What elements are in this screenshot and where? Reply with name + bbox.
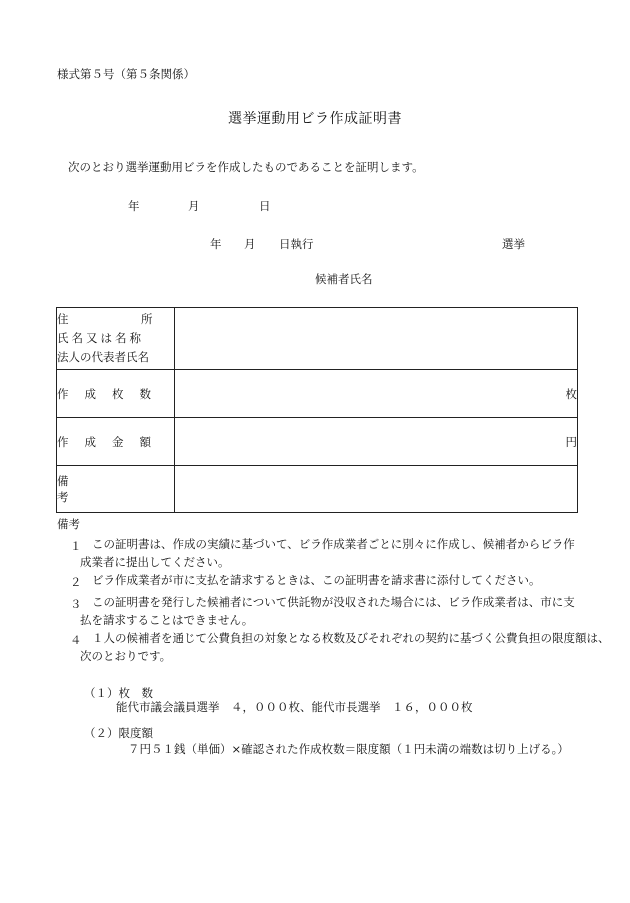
notes-heading: 備考	[57, 517, 80, 531]
limit-amount-text: ７円５１銭（単価）×確認された作成枚数＝限度額（１円未満の端数は切り上げる。）	[128, 742, 569, 756]
date-month-label: 月	[188, 199, 200, 213]
document-title: 選挙運動用ビラ作成証明書	[228, 111, 402, 127]
address-label-cell	[57, 308, 175, 370]
sheet-count-value-cell[interactable]	[175, 370, 578, 418]
remarks-value-cell[interactable]	[175, 466, 578, 513]
address-label: 住 所	[57, 312, 153, 326]
date-day-label: 日	[259, 199, 271, 213]
table-row	[57, 370, 578, 418]
note-item-2-line-1: ビラ作成業者が市に支払を請求するときは、この証明書を請求書に添付してください。	[92, 573, 541, 587]
table-row	[57, 466, 578, 513]
amount-value-cell[interactable]	[175, 418, 578, 466]
limit-amount-heading: （２）限度額	[84, 726, 153, 740]
note-number: １	[70, 539, 82, 553]
name-label: 氏名又は名称	[57, 331, 144, 345]
limit-count-heading: （１）枚 数	[84, 686, 153, 700]
note-item-3-line-1: この証明書を発行した候補者について供託物が没収された場合には、ビラ作成業者は、市に支	[92, 595, 575, 609]
note-number: ３	[70, 597, 82, 611]
note-item-1-line-2: 成業者に提出してください。	[80, 555, 230, 569]
form-number: 様式第５号（第５条関係）	[57, 67, 195, 81]
table-row	[57, 308, 578, 370]
election-label: 選挙	[502, 237, 525, 251]
election-year-label: 年	[210, 237, 222, 251]
representative-name-label: 法人の代表者氏名	[57, 350, 149, 364]
sheet-count-unit: 枚	[565, 386, 577, 401]
certification-table	[56, 307, 578, 513]
note-number: ２	[70, 575, 82, 589]
limit-count-text: 能代市議会議員選挙 ４，０００枚、能代市長選挙 １６，０００枚	[116, 700, 473, 714]
note-item-1-line-1: この証明書は、作成の実績に基づいて、ビラ作成業者ごとに別々に作成し、候補者からビラ作	[92, 537, 575, 551]
note-item-3-line-2: 払を請求することはできません。	[80, 613, 254, 627]
table-row	[57, 418, 578, 466]
date-year-label: 年	[128, 199, 140, 213]
remarks-label: 備考	[57, 466, 175, 513]
note-item-4-line-2: 次のとおりです。	[80, 649, 172, 663]
address-value-cell[interactable]	[175, 308, 578, 370]
note-item-4-line-1: １人の候補者を通じて公費負担の対象となる枚数及びそれぞれの契約に基づく公費負担の限度額は、	[92, 631, 610, 645]
sheet-count-label: 作成枚数	[57, 370, 175, 418]
amount-label: 作成金額	[57, 418, 175, 466]
election-month-label: 月	[244, 237, 256, 251]
election-day-exec-label: 日執行	[279, 237, 314, 251]
candidate-name-label: 候補者氏名	[315, 272, 373, 286]
certification-statement: 次のとおり選挙運動用ビラを作成したものであることを証明します。	[68, 160, 424, 174]
amount-unit: 円	[565, 434, 577, 449]
note-number: ４	[70, 633, 82, 647]
